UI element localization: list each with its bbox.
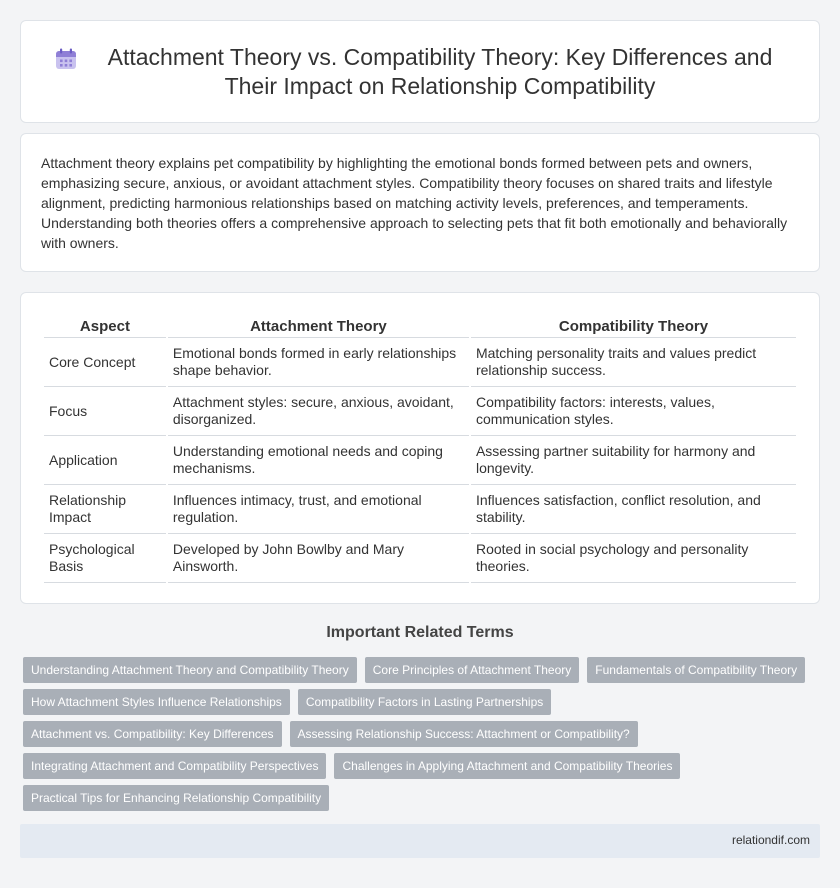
related-term-tag[interactable]: Practical Tips for Enhancing Relationship Compatibility <box>23 785 329 811</box>
attachment-cell: Understanding emotional needs and coping mechanisms. <box>168 436 469 485</box>
attachment-cell: Emotional bonds formed in early relationships shape behavior. <box>168 338 469 387</box>
aspect-cell: Psychological Basis <box>44 534 166 583</box>
aspect-cell: Application <box>44 436 166 485</box>
related-term-tag[interactable]: Assessing Relationship Success: Attachment or Compatibility? <box>290 721 638 747</box>
compatibility-cell: Assessing partner suitability for harmony and longevity. <box>471 436 796 485</box>
table-row <box>44 338 796 387</box>
page-title: Attachment Theory vs. Compatibility Theory: Key Differences and Their Impact on Relationship Compatibility <box>107 43 773 99</box>
compatibility-cell: Influences satisfaction, conflict resolution, and stability. <box>471 485 796 534</box>
compatibility-cell: Compatibility factors: interests, values, communication styles. <box>471 387 796 436</box>
comparison-table <box>42 315 798 583</box>
related-terms-heading: Important Related Terms <box>326 624 514 641</box>
intro-paragraph: Attachment theory explains pet compatibility by highlighting the emotional bonds formed between pets and owners, emphasizing secure, anxious, or avoidant attachment styles. Compatibility theory focuses on shared traits and lifestyle alignment, predicting harmonious relationships based on matching activity levels, preferences, and temperaments. Understanding both theories offers a comprehensive approach to selecting pets that fit both emotionally and behaviorally with owners. <box>41 155 788 251</box>
header-card <box>20 20 820 123</box>
aspect-cell: Focus <box>44 387 166 436</box>
table-row <box>44 534 796 583</box>
related-term-tag[interactable]: Core Principles of Attachment Theory <box>365 657 580 683</box>
column-header-aspect: Aspect <box>44 315 166 338</box>
related-term-tag[interactable]: Attachment vs. Compatibility: Key Differences <box>23 721 282 747</box>
related-term-tag[interactable]: Compatibility Factors in Lasting Partnerships <box>298 689 551 715</box>
related-term-tag[interactable]: Fundamentals of Compatibility Theory <box>587 657 805 683</box>
related-term-tag[interactable]: Understanding Attachment Theory and Compatibility Theory <box>23 657 357 683</box>
table-header-row <box>44 315 796 338</box>
aspect-cell: Core Concept <box>44 338 166 387</box>
site-name[interactable]: relationdif.com <box>731 833 810 847</box>
attachment-cell: Developed by John Bowlby and Mary Ainsworth. <box>168 534 469 583</box>
related-term-tag[interactable]: How Attachment Styles Influence Relationships <box>23 689 290 715</box>
table-row <box>44 387 796 436</box>
column-header-attachment: Attachment Theory <box>168 315 469 338</box>
footer-bar <box>20 824 820 858</box>
column-header-compatibility: Compatibility Theory <box>471 315 796 338</box>
compatibility-cell: Matching personality traits and values predict relationship success. <box>471 338 796 387</box>
related-terms-list <box>23 657 823 817</box>
table-row <box>44 436 796 485</box>
related-term-tag[interactable]: Integrating Attachment and Compatibility Perspectives <box>23 753 326 779</box>
comparison-table-card <box>20 292 820 604</box>
attachment-cell: Attachment styles: secure, anxious, avoidant, disorganized. <box>168 387 469 436</box>
table-row <box>44 485 796 534</box>
related-term-tag[interactable]: Challenges in Applying Attachment and Compatibility Theories <box>334 753 680 779</box>
intro-card <box>20 133 820 272</box>
aspect-cell: Relationship Impact <box>44 485 166 534</box>
compatibility-cell: Rooted in social psychology and personality theories. <box>471 534 796 583</box>
attachment-cell: Influences intimacy, trust, and emotional regulation. <box>168 485 469 534</box>
